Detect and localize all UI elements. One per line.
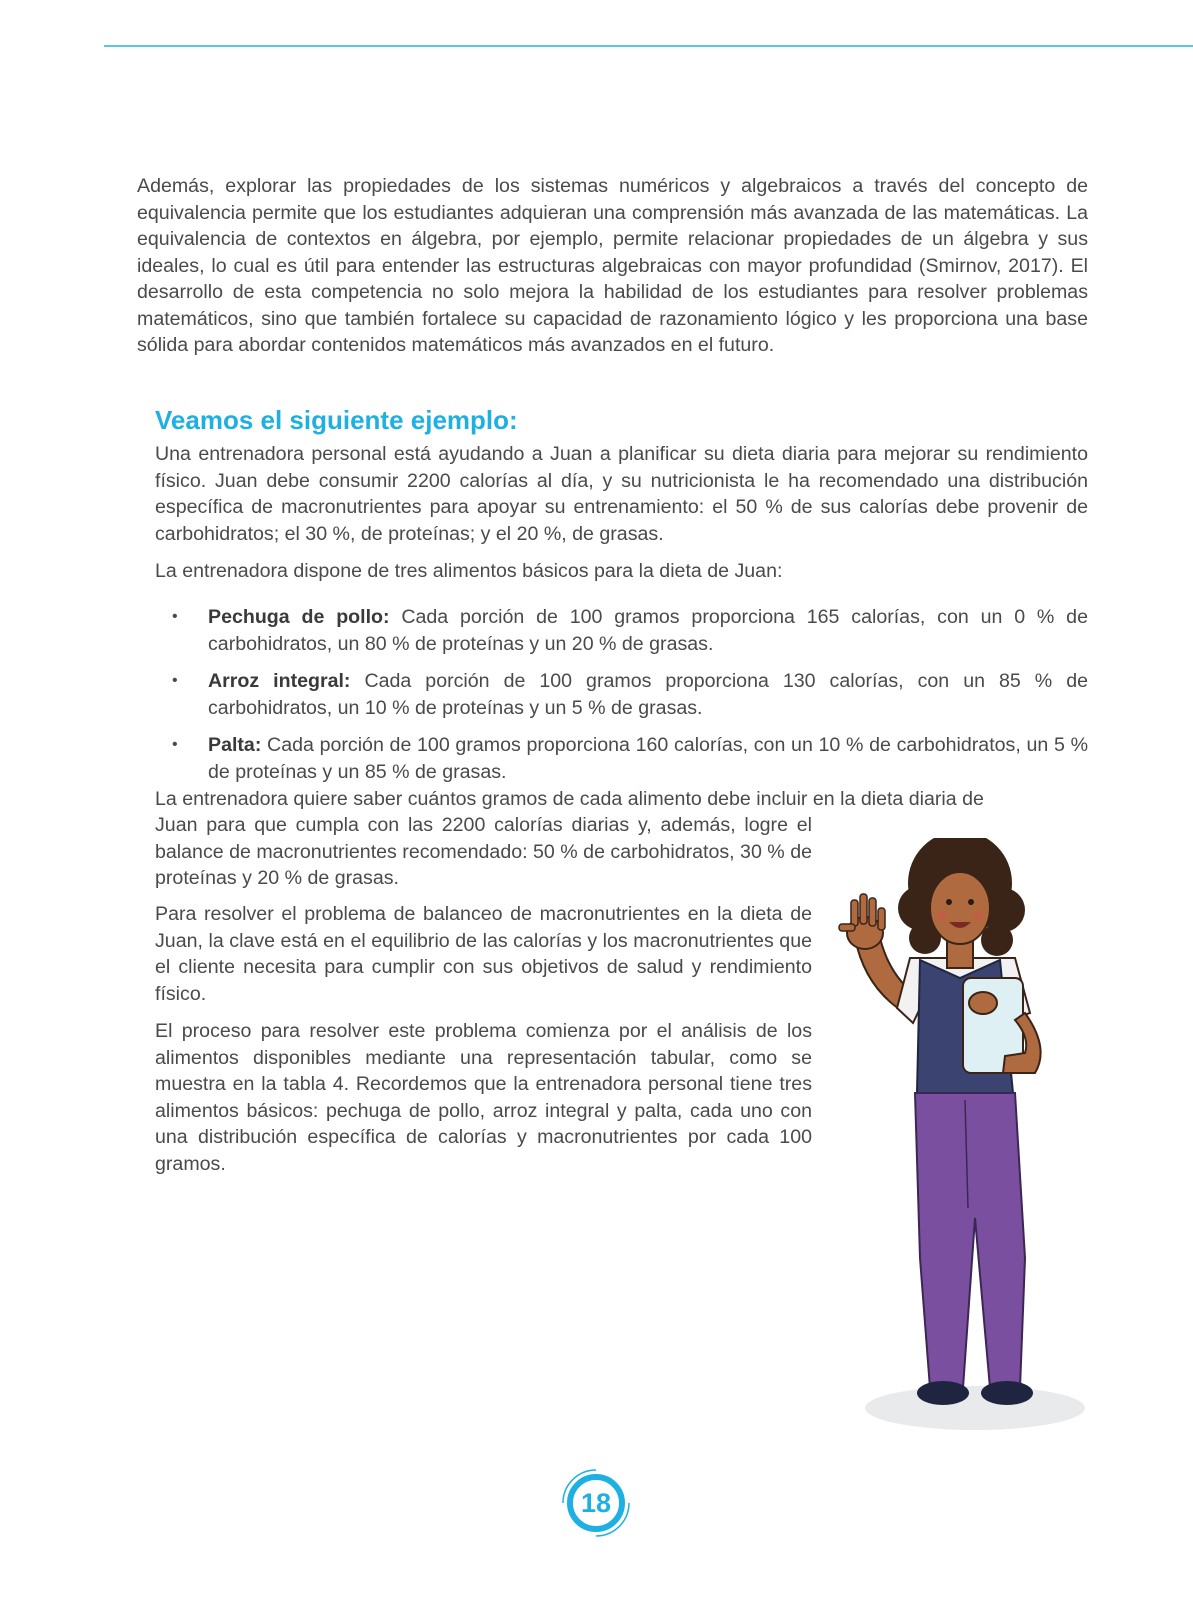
food-name: Palta: — [208, 734, 262, 756]
waving-hand-icon — [839, 894, 885, 949]
floor-shadow — [865, 1386, 1085, 1430]
food-description: Cada porción de 100 gramos proporciona 165 calorías, con un 0 % de carbohidratos, un 80 % de proteínas y un 20 % de grasas. — [208, 606, 1088, 655]
holding-hand — [969, 992, 997, 1014]
left-shoe — [917, 1381, 969, 1405]
example-paragraph-4: Para resolver el problema de balanceo de macronutrientes en la dieta de Juan, la clave está en el equilibrio de las calorías y los macronutrientes que el cliente necesita para cumplir con sus objetivos de salud y rendimiento físico. — [155, 903, 812, 1005]
food-list — [155, 604, 1088, 796]
right-shoe — [981, 1381, 1033, 1405]
top-rule — [104, 45, 1193, 47]
example-paragraph-5: El proceso para resolver este problema comienza por el análisis de los alimentos disponibles mediante una representación tabular, como se muestra en la tabla 4. Recordemos que la entrenadora personal tiene tres alimentos básicos: pechuga de pollo, arroz integral y palta, cada uno con una distribución específica de calorías y macronutrientes por cada 100 gramos. — [155, 1020, 812, 1175]
food-description: Cada porción de 100 gramos proporciona 130 calorías, con un 85 % de carbohidratos, un 10 % de proteínas y un 5 % de grasas. — [208, 670, 1089, 719]
bullet-icon: • — [172, 608, 178, 625]
example-paragraph-3: Juan para que cumpla con las 2200 calorías diarias y, además, logre el balance de macronutrientes recomendado: 50 % de carbohidratos, 30 % de proteínas y 20 % de grasas. — [155, 814, 812, 889]
left-eye — [946, 899, 952, 905]
example-paragraph-2: La entrenadora dispone de tres alimentos básicos para la dieta de Juan: — [155, 560, 783, 582]
bullet-icon: • — [172, 672, 178, 689]
face — [930, 872, 990, 944]
right-cheek — [973, 911, 983, 921]
list-item — [155, 732, 1088, 785]
list-item — [155, 668, 1088, 721]
food-description: Cada porción de 100 gramos proporciona 160 calorías, con un 10 % de carbohidratos, un 5 % de proteínas y un 85 % de grasas. — [208, 734, 1088, 783]
example-paragraph-1: Una entrenadora personal está ayudando a Juan a planificar su dieta diaria para mejorar su rendimiento físico. Juan debe consumir 2200 calorías al día, y su nutricionista le ha recomendado una distribución específica de macronutrientes para apoyar su entrenamiento: el 50 % de sus calorías debe provenir de carbohidratos; el 30 %, de proteínas; y el 20 %, de grasas. — [155, 443, 1088, 545]
food-name: Pechuga de pollo: — [208, 606, 390, 628]
trousers — [915, 1093, 1025, 1388]
bullet-icon: • — [172, 736, 178, 753]
trainer-illustration — [825, 838, 1095, 1458]
right-eye — [968, 899, 974, 905]
left-cheek — [937, 911, 947, 921]
page-number-badge — [555, 1462, 637, 1544]
page-number: 18 — [580, 1488, 612, 1518]
list-item — [155, 604, 1088, 657]
food-name: Arroz integral: — [208, 670, 351, 692]
example-heading: Veamos el siguiente ejemplo: — [155, 405, 518, 435]
intro-paragraph: Además, explorar las propiedades de los sistemas numéricos y algebraicos a través del concepto de equivalencia permite que los estudiantes adquieran una comprensión más avanzada de las matemáticas. La equivalencia de contextos en álgebra, por ejemplo, permite relacionar propiedades de un álgebra y sus ideales, lo cual es útil para entender las estructuras algebraicas con mayor profundidad (Smirnov, 2017). El desarrollo de esta competencia no solo mejora la habilidad de los estudiantes para resolver problemas matemáticos, sino que también fortalece su capacidad de razonamiento lógico y les proporciona una base sólida para abordar contenidos matemáticos más avanzados en el futuro. — [137, 175, 1088, 356]
example-paragraph-3-line-1: La entrenadora quiere saber cuántos gramos de cada alimento debe incluir en la dieta diaria de — [155, 788, 984, 810]
